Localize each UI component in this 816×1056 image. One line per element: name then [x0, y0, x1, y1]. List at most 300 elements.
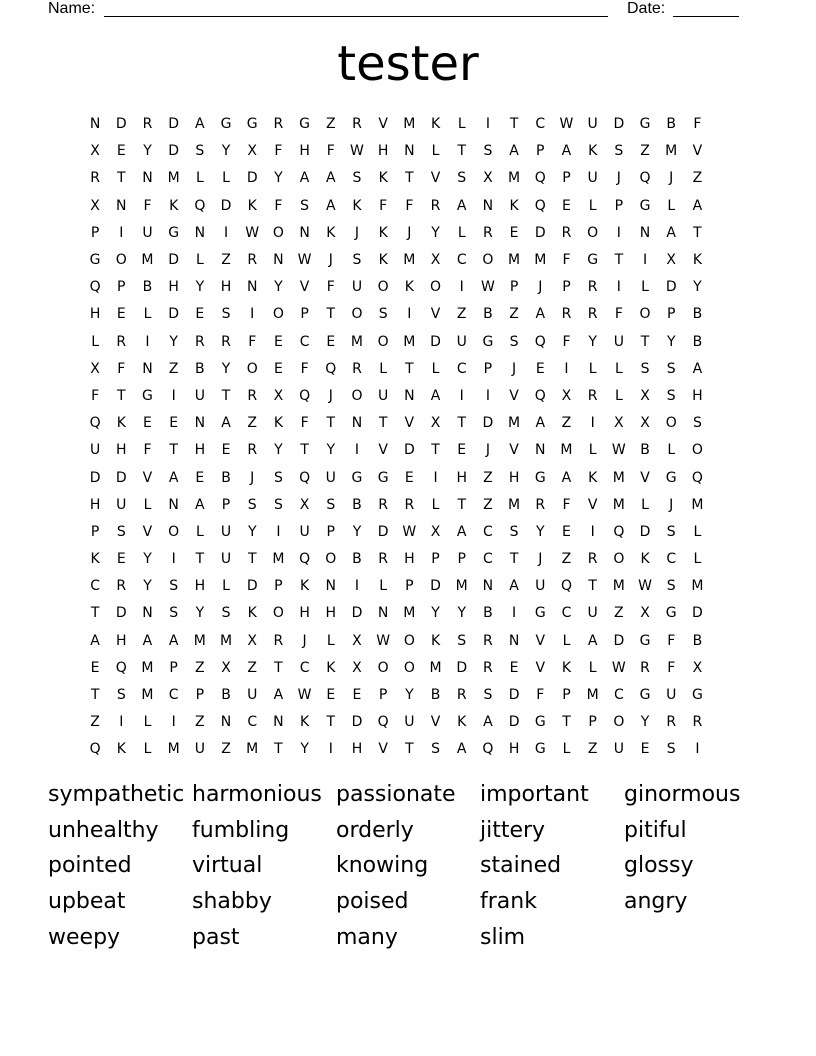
grid-letter: I	[590, 523, 595, 540]
grid-letter: V	[535, 632, 546, 649]
grid-letter: P	[666, 306, 676, 323]
grid-letter: Q	[482, 741, 494, 758]
grid-letter: B	[352, 496, 362, 513]
grid-letter: F	[562, 333, 571, 350]
grid-letter: S	[169, 605, 179, 622]
grid-letter: G	[534, 605, 546, 622]
word-bank-item: angry	[624, 888, 688, 914]
grid-letter: F	[536, 687, 545, 704]
grid-letter: C	[613, 687, 624, 704]
word-bank-item: weepy	[48, 924, 121, 950]
grid-letter: T	[457, 143, 466, 160]
grid-row	[82, 138, 742, 165]
grid-letter: T	[195, 551, 205, 568]
grid-letter: M	[403, 605, 416, 622]
grid-letter: R	[483, 659, 493, 676]
grid-letter: J	[512, 360, 517, 377]
grid-letter: I	[276, 523, 281, 540]
grid-letter: Y	[666, 333, 676, 350]
grid-row	[82, 464, 742, 491]
grid-letter: M	[167, 170, 180, 187]
grid-letter: D	[115, 605, 127, 622]
grid-letter: S	[221, 605, 231, 622]
grid-letter: I	[564, 360, 569, 377]
grid-letter: P	[588, 714, 597, 731]
grid-letter: M	[508, 415, 521, 432]
grid-letter: X	[430, 252, 441, 269]
word-bank-item: passionate	[336, 781, 456, 807]
grid-letter: A	[561, 469, 572, 486]
date-blank-line	[673, 0, 739, 17]
grid-letter: T	[300, 442, 309, 459]
grid-letter: C	[168, 687, 179, 704]
grid-letter: U	[613, 741, 624, 758]
grid-letter: M	[141, 687, 154, 704]
grid-letter: G	[639, 687, 651, 704]
grid-letter: T	[378, 415, 388, 432]
word-bank-item: important	[480, 781, 589, 807]
grid-letter: D	[115, 469, 127, 486]
grid-row	[82, 247, 742, 274]
grid-letter: A	[509, 143, 519, 160]
grid-letter: P	[90, 523, 100, 540]
grid-row	[82, 600, 742, 627]
grid-letter: R	[483, 632, 493, 649]
grid-letter: V	[587, 496, 598, 513]
grid-letter: M	[167, 741, 180, 758]
grid-letter: K	[457, 714, 467, 731]
grid-letter: N	[194, 224, 206, 241]
grid-letter: E	[404, 469, 414, 486]
grid-letter: I	[642, 252, 648, 269]
grid-letter: H	[692, 387, 703, 404]
grid-letter: H	[116, 632, 127, 649]
grid-letter: P	[378, 687, 388, 704]
grid-letter: Y	[247, 523, 257, 540]
grid-letter: Y	[143, 551, 152, 568]
grid-letter: D	[115, 116, 127, 133]
grid-letter: P	[431, 551, 440, 568]
grid-letter: T	[509, 116, 519, 133]
grid-letter: T	[117, 387, 126, 404]
grid-letter: X	[430, 415, 441, 432]
grid-letter: X	[692, 659, 703, 676]
grid-letter: K	[247, 197, 257, 214]
grid-letter: P	[169, 659, 178, 676]
grid-letter: P	[274, 578, 283, 595]
grid-letter: Y	[457, 605, 466, 622]
grid-letter: P	[405, 578, 414, 595]
grid-letter: I	[616, 279, 621, 296]
grid-letter: A	[195, 496, 205, 513]
grid-letter: T	[90, 605, 100, 622]
grid-row	[82, 111, 742, 138]
grid-letter: D	[482, 415, 494, 432]
grid-letter: K	[247, 605, 257, 622]
grid-letter: F	[562, 496, 571, 513]
grid-letter: L	[588, 659, 597, 676]
grid-letter: C	[299, 659, 310, 676]
grid-letter: M	[350, 333, 364, 350]
grid-letter: A	[325, 170, 336, 187]
grid-letter: U	[378, 387, 389, 404]
grid-letter: K	[326, 224, 336, 241]
grid-letter: F	[405, 197, 414, 214]
grid-letter: Z	[614, 605, 624, 622]
grid-letter: B	[483, 306, 493, 323]
grid-letter: T	[247, 551, 257, 568]
grid-letter: M	[272, 551, 285, 568]
grid-letter: N	[351, 415, 363, 432]
grid-letter: R	[247, 442, 258, 459]
grid-letter: I	[119, 224, 124, 241]
grid-letter: Y	[143, 143, 152, 160]
grid-letter: S	[169, 578, 179, 595]
grid-letter: A	[535, 415, 546, 432]
grid-letter: M	[403, 252, 416, 269]
grid-letter: S	[483, 143, 493, 160]
name-blank-line	[104, 0, 608, 17]
grid-letter: I	[171, 551, 176, 568]
grid-letter: N	[142, 605, 153, 622]
grid-letter: S	[431, 741, 440, 758]
grid-letter: X	[640, 605, 650, 622]
grid-letter: T	[326, 306, 336, 323]
grid-letter: X	[614, 415, 624, 432]
grid-letter: D	[377, 523, 389, 540]
grid-letter: U	[116, 496, 127, 513]
grid-letter: O	[691, 442, 703, 459]
grid-letter: K	[169, 197, 179, 214]
word-bank-item: poised	[336, 888, 409, 914]
grid-letter: A	[561, 143, 572, 160]
grid-letter: W	[297, 687, 312, 704]
grid-letter: S	[509, 333, 519, 350]
grid-letter: L	[588, 442, 597, 459]
grid-letter: H	[194, 442, 206, 459]
grid-letter: R	[194, 333, 205, 350]
grid-letter: W	[245, 224, 260, 241]
grid-letter: Y	[195, 605, 205, 622]
grid-letter: O	[613, 551, 625, 568]
grid-letter: Q	[534, 333, 546, 350]
grid-letter: I	[250, 306, 255, 323]
grid-letter: Z	[509, 306, 519, 323]
grid-letter: Y	[274, 170, 283, 187]
grid-letter: T	[405, 360, 414, 377]
grid-letter: L	[431, 496, 440, 513]
grid-letter: C	[561, 605, 572, 622]
word-bank-row	[48, 884, 778, 920]
grid-letter: R	[456, 687, 467, 704]
grid-letter: M	[508, 496, 521, 513]
grid-row	[82, 165, 742, 192]
grid-letter: A	[273, 687, 284, 704]
grid-letter: Q	[89, 279, 101, 296]
grid-letter: U	[587, 605, 598, 622]
grid-letter: I	[407, 306, 412, 323]
grid-row	[82, 220, 742, 247]
grid-letter: K	[116, 741, 126, 758]
grid-letter: C	[456, 252, 467, 269]
grid-letter: A	[168, 469, 179, 486]
grid-letter: S	[352, 170, 362, 187]
grid-letter: L	[562, 632, 571, 649]
grid-letter: E	[640, 741, 650, 758]
grid-letter: V	[535, 659, 546, 676]
grid-letter: F	[562, 252, 571, 269]
word-bank-item: glossy	[624, 853, 694, 879]
grid-letter: T	[405, 741, 414, 758]
grid-letter: X	[90, 360, 100, 377]
grid-letter: Z	[195, 659, 205, 676]
grid-letter: L	[588, 197, 597, 214]
grid-letter: X	[640, 415, 650, 432]
grid-letter: Y	[352, 523, 362, 540]
grid-letter: X	[90, 143, 100, 160]
grid-letter: O	[272, 605, 284, 622]
grid-letter: X	[273, 387, 284, 404]
grid-letter: L	[431, 360, 440, 377]
grid-letter: F	[143, 442, 152, 459]
grid-letter: F	[143, 197, 152, 214]
grid-letter: J	[538, 279, 543, 296]
grid-letter: U	[194, 741, 205, 758]
grid-letter: Z	[325, 116, 336, 133]
grid-letter: N	[404, 143, 415, 160]
grid-letter: B	[666, 116, 677, 133]
grid-letter: O	[325, 551, 337, 568]
grid-letter: Q	[534, 197, 546, 214]
grid-letter: K	[300, 714, 310, 731]
grid-letter: Q	[194, 197, 206, 214]
grid-letter: J	[302, 632, 307, 649]
grid-letter: N	[535, 442, 546, 459]
grid-row	[82, 655, 742, 682]
grid-letter: X	[90, 197, 100, 214]
grid-row	[82, 628, 742, 655]
grid-letter: U	[299, 523, 310, 540]
grid-letter: D	[168, 143, 180, 160]
word-bank-item: orderly	[336, 817, 414, 843]
grid-letter: Y	[588, 333, 597, 350]
grid-letter: G	[691, 687, 703, 704]
grid-letter: T	[326, 714, 336, 731]
grid-letter: M	[612, 496, 625, 513]
grid-letter: D	[168, 252, 180, 269]
grid-letter: M	[691, 578, 704, 595]
grid-letter: L	[195, 252, 204, 269]
grid-letter: I	[433, 469, 438, 486]
grid-letter: Z	[90, 714, 100, 731]
grid-letter: N	[142, 170, 153, 187]
grid-letter: R	[666, 714, 677, 731]
grid-letter: R	[587, 279, 598, 296]
grid-letter: S	[457, 632, 467, 649]
grid-letter: X	[352, 659, 362, 676]
grid-letter: Z	[456, 306, 467, 323]
grid-letter: F	[667, 632, 676, 649]
grid-letter: T	[588, 578, 597, 595]
grid-letter: P	[326, 523, 335, 540]
grid-letter: P	[221, 496, 231, 513]
grid-letter: F	[117, 360, 126, 377]
grid-letter: W	[611, 442, 626, 459]
grid-letter: K	[326, 659, 336, 676]
grid-letter: X	[640, 387, 650, 404]
grid-letter: T	[274, 741, 283, 758]
grid-letter: R	[430, 197, 441, 214]
grid-letter: E	[116, 551, 126, 568]
grid-letter: E	[326, 333, 336, 350]
grid-letter: P	[483, 360, 493, 377]
grid-letter: D	[639, 523, 651, 540]
grid-letter: I	[354, 442, 360, 459]
grid-letter: M	[141, 659, 154, 676]
grid-letter: S	[273, 469, 283, 486]
grid-letter: S	[692, 415, 702, 432]
grid-letter: R	[247, 252, 258, 269]
grid-letter: O	[377, 279, 389, 296]
grid-letter: O	[272, 306, 284, 323]
grid-letter: G	[639, 116, 651, 133]
grid-letter: P	[117, 279, 126, 296]
grid-letter: V	[430, 170, 441, 187]
grid-letter: Y	[300, 741, 309, 758]
grid-letter: G	[220, 116, 232, 133]
grid-letter: E	[116, 306, 126, 323]
grid-letter: L	[667, 197, 676, 214]
grid-letter: G	[639, 632, 651, 649]
grid-letter: K	[273, 415, 283, 432]
grid-letter: L	[457, 116, 466, 133]
grid-letter: D	[168, 116, 180, 133]
grid-letter: P	[562, 687, 571, 704]
grid-letter: P	[536, 143, 545, 160]
grid-letter: M	[219, 632, 233, 649]
grid-letter: Y	[143, 578, 152, 595]
grid-letter: I	[171, 714, 176, 731]
grid-letter: O	[351, 387, 363, 404]
grid-letter: H	[299, 605, 310, 622]
grid-letter: I	[485, 116, 490, 133]
grid-letter: W	[638, 578, 652, 595]
grid-letter: H	[456, 469, 467, 486]
grid-letter: N	[168, 496, 179, 513]
grid-letter: G	[299, 116, 311, 133]
grid-letter: U	[666, 687, 677, 704]
grid-letter: R	[483, 224, 493, 241]
grid-letter: L	[143, 714, 152, 731]
grid-letter: G	[168, 224, 180, 241]
grid-letter: S	[378, 306, 388, 323]
grid-letter: A	[535, 306, 546, 323]
word-bank	[48, 777, 778, 955]
grid-letter: L	[614, 387, 623, 404]
grid-letter: D	[456, 659, 468, 676]
grid-letter: A	[90, 632, 100, 649]
grid-letter: Q	[115, 659, 127, 676]
grid-letter: I	[512, 605, 517, 622]
grid-letter: U	[535, 578, 546, 595]
grid-letter: J	[485, 442, 490, 459]
grid-letter: S	[300, 197, 310, 214]
grid-letter: I	[328, 741, 333, 758]
grid-letter: E	[90, 659, 100, 676]
grid-letter: F	[300, 415, 309, 432]
grid-letter: O	[430, 279, 442, 296]
grid-letter: I	[119, 714, 124, 731]
grid-letter: S	[640, 360, 650, 377]
grid-letter: R	[587, 551, 598, 568]
grid-letter: Y	[169, 333, 178, 350]
grid-letter: O	[377, 333, 389, 350]
word-bank-row	[48, 848, 778, 884]
grid-letter: O	[403, 659, 415, 676]
grid-letter: R	[692, 714, 703, 731]
grid-letter: L	[693, 551, 702, 568]
grid-letter: O	[377, 659, 389, 676]
grid-letter: H	[404, 551, 415, 568]
grid-letter: Y	[195, 279, 205, 296]
grid-letter: Q	[89, 415, 101, 432]
grid-letter: Z	[221, 741, 231, 758]
grid-letter: M	[586, 687, 599, 704]
grid-letter: A	[666, 224, 676, 241]
grid-letter: B	[430, 687, 441, 704]
grid-letter: G	[534, 469, 546, 486]
grid-letter: L	[143, 496, 152, 513]
grid-letter: L	[562, 741, 571, 758]
grid-letter: G	[534, 741, 546, 758]
date-label: Date:	[627, 0, 666, 17]
grid-letter: T	[169, 442, 178, 459]
grid-letter: R	[273, 116, 284, 133]
grid-letter: T	[221, 387, 231, 404]
grid-letter: G	[639, 197, 651, 214]
grid-letter: K	[561, 659, 572, 676]
grid-letter: D	[246, 578, 258, 595]
grid-letter: F	[326, 143, 335, 160]
grid-letter: S	[352, 252, 362, 269]
grid-letter: K	[90, 551, 100, 568]
grid-letter: M	[455, 578, 468, 595]
grid-letter: T	[431, 442, 440, 459]
grid-letter: B	[195, 360, 205, 377]
grid-letter: L	[222, 170, 230, 187]
grid-letter: B	[142, 279, 153, 296]
grid-letter: R	[640, 659, 650, 676]
grid-letter: C	[247, 714, 258, 731]
grid-letter: H	[299, 143, 310, 160]
grid-letter: M	[534, 252, 547, 269]
grid-letter: R	[404, 496, 415, 513]
grid-letter: K	[378, 224, 388, 241]
grid-letter: R	[142, 116, 153, 133]
grid-letter: L	[379, 360, 388, 377]
grid-letter: C	[299, 333, 310, 350]
grid-letter: V	[378, 116, 388, 133]
grid-letter: C	[666, 551, 677, 568]
grid-letter: N	[482, 578, 494, 595]
grid-letter: Z	[247, 415, 258, 432]
grid-letter: A	[221, 415, 231, 432]
grid-letter: G	[534, 714, 546, 731]
grid-letter: O	[639, 306, 651, 323]
grid-letter: N	[273, 252, 284, 269]
grid-letter: U	[404, 714, 415, 731]
grid-letter: F	[248, 333, 257, 350]
